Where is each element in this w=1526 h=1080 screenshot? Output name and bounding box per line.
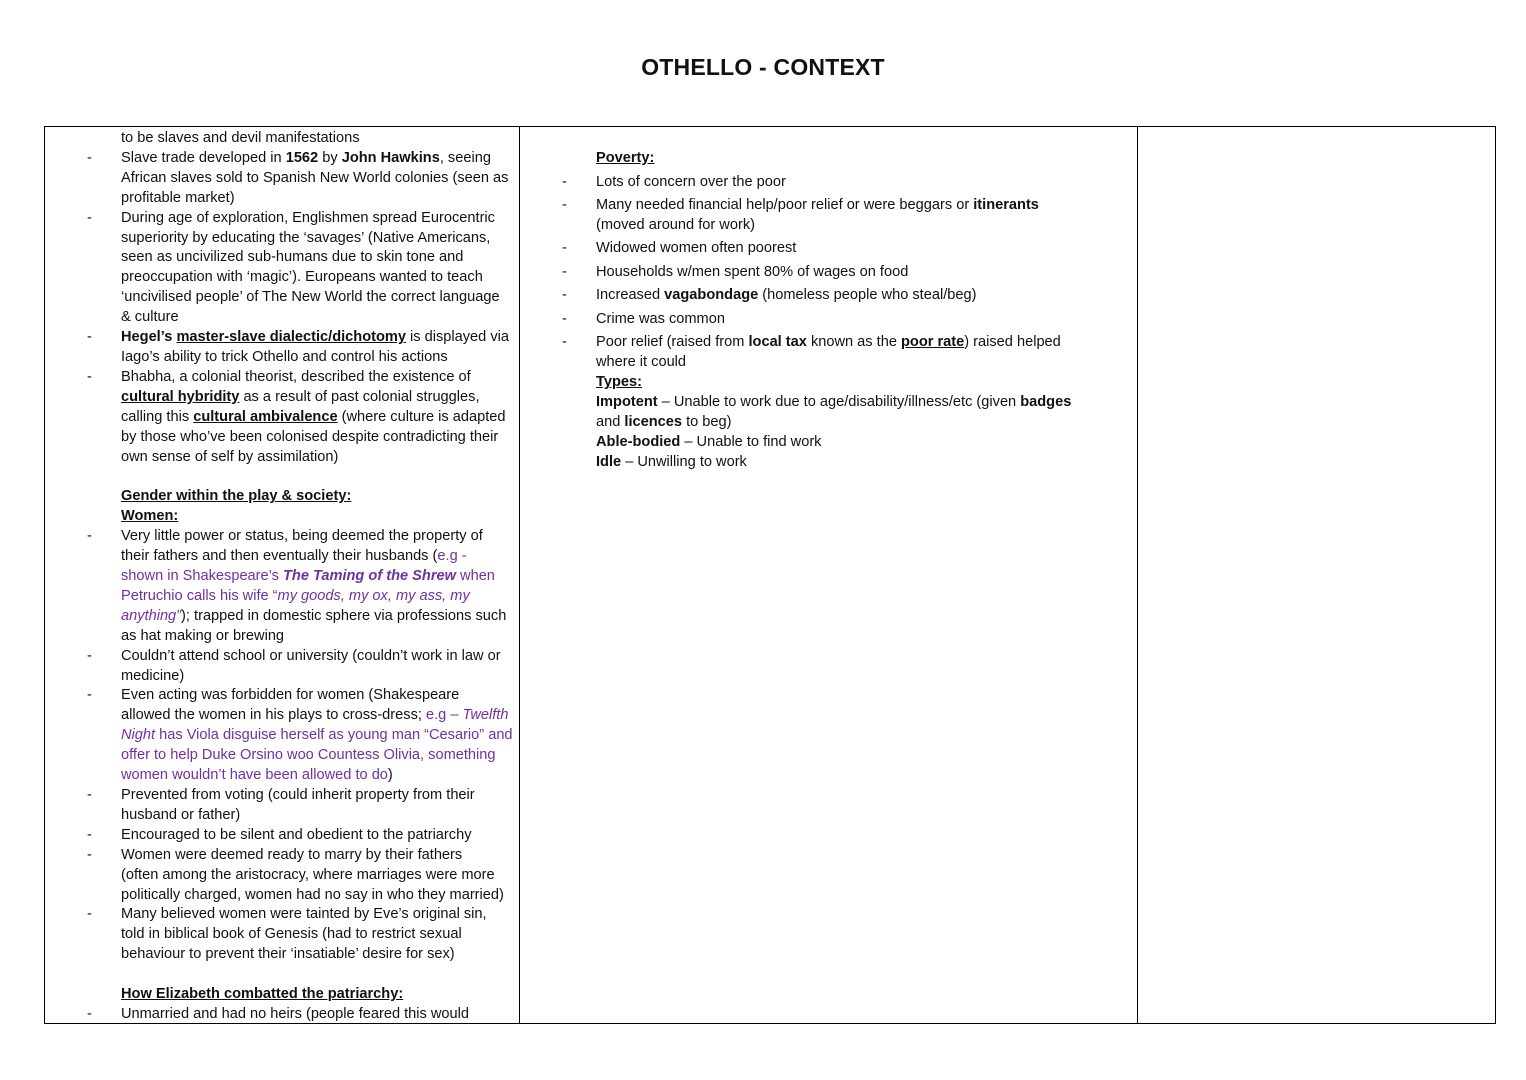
text-line: preoccupation with ‘magic’). Europeans wanted to teach — [121, 269, 483, 286]
text-line: their fathers and then eventually their husbands (e.g - — [121, 548, 467, 565]
column-notes-left — [45, 127, 520, 1023]
list-item: - Households w/men spent 80% of wages on food — [520, 263, 1137, 283]
list-item: - Couldn’t attend school or university (couldn’t work in law or — [45, 647, 519, 667]
text-line: seen as uncivilized sub-humans due to skin tone and — [121, 249, 464, 266]
text-line: politically charged, women had no say in who they married) — [121, 886, 504, 903]
list-item: - Increased vagabondage (homeless people who steal/beg) — [520, 286, 1137, 306]
list-item: - Crime was common — [520, 310, 1137, 330]
list-item: - Many needed financial help/poor relief or were beggars or itinerants — [520, 196, 1137, 216]
page-title: OTHELLO - CONTEXT — [641, 54, 885, 80]
list-item: - During age of exploration, Englishmen spread Eurocentric — [45, 209, 519, 229]
text-line: shown in Shakespeare’s The Taming of the Shrew when — [121, 568, 495, 585]
bullet-dash: - — [87, 826, 92, 843]
list-item: - Bhabha, a colonial theorist, described the existence of — [45, 368, 519, 388]
bullet-dash: - — [562, 263, 567, 280]
list-item: - Women were deemed ready to marry by their fathers — [45, 846, 519, 866]
bullet-dash: - — [562, 240, 567, 257]
text-line: husband or father) — [121, 806, 241, 823]
text-line: where it could — [596, 354, 687, 371]
text-line: and licences to beg) — [596, 414, 732, 431]
bullet-dash: - — [562, 334, 567, 351]
context-table — [44, 126, 1496, 1024]
text-line: by those who’ve been colonised despite contradicting their — [121, 428, 499, 445]
list-item: - Widowed women often poorest — [520, 239, 1137, 259]
text-line: calling this cultural ambivalence (where culture is adapted — [121, 408, 506, 425]
text-line: Idle – Unwilling to work — [596, 453, 747, 470]
list-item: - Hegel’s master-slave dialectic/dichotomy is displayed via — [45, 328, 519, 348]
bullet-dash: - — [87, 209, 92, 226]
text-line: Petruchio calls his wife “my goods, my ox, my ass, my — [121, 587, 470, 604]
list-item: - Even acting was forbidden for women (Shakespeare — [45, 686, 519, 706]
section-heading-women: Women: — [121, 508, 179, 525]
text-line: Able-bodied – Unable to find work — [596, 433, 822, 450]
bullet-dash: - — [87, 647, 92, 664]
text-line: Iago’s ability to trick Othello and control his actions — [121, 348, 448, 365]
list-item: - Slave trade developed in 1562 by John Hawkins, seeing — [45, 149, 519, 169]
text-line: & culture — [121, 309, 179, 326]
bullet-dash: - — [87, 787, 92, 803]
text-line: profitable market) — [121, 189, 235, 206]
text-line: (often among the aristocracy, where marriages were more — [121, 866, 495, 883]
column-notes-middle — [520, 127, 1138, 1023]
section-heading-poverty: Poverty: — [596, 150, 655, 166]
bullet-dash: - — [87, 846, 92, 863]
text-line: offer to help Duke Orsino woo Countess Olivia, something — [121, 747, 496, 764]
list-item: - Prevented from voting (could inherit property from their — [45, 786, 519, 806]
text-line: allowed the women in his plays to cross-dress; e.g – Twelfth — [121, 707, 509, 724]
section-heading-gender: Gender within the play & society: — [121, 488, 352, 505]
bullet-dash: - — [87, 687, 92, 704]
text-line: anything”); trapped in domestic sphere via professions such — [121, 607, 507, 624]
bullet-dash: - — [87, 149, 92, 166]
text-line: (moved around for work) — [596, 216, 755, 233]
bullet-dash: - — [87, 1006, 92, 1023]
list-item: - Lots of concern over the poor — [520, 173, 1137, 193]
text-line: women wouldn’t have been allowed to do) — [121, 767, 393, 784]
list-item: - Many believed women were tainted by Eve’s original sin, — [45, 905, 519, 925]
text-line: Impotent – Unable to work due to age/disability/illness/etc (given badges — [596, 394, 1072, 411]
list-item: - Unmarried and had no heirs (people feared this would — [45, 1005, 519, 1025]
bullet-dash: - — [87, 528, 92, 545]
text-line: ‘uncivilised people’ of The New World the correct language — [121, 289, 500, 306]
bullet-dash: - — [562, 287, 567, 304]
text-line: medicine) — [121, 667, 185, 684]
text-line: own sense of self by assimilation) — [121, 448, 339, 465]
section-heading-types: Types: — [596, 374, 642, 391]
text-line: superiority by educating the ‘savages’ (Native Americans, — [121, 229, 491, 246]
bullet-dash: - — [562, 310, 567, 327]
text-line: cultural hybridity as a result of past colonial struggles, — [121, 388, 480, 405]
list-item: - Very little power or status, being deemed the property of — [45, 527, 519, 547]
list-item: - Encouraged to be silent and obedient to the patriarchy — [45, 826, 519, 846]
bullet-dash: - — [562, 173, 567, 190]
list-item: - Poor relief (raised from local tax known as the poor rate) raised helped — [520, 333, 1137, 353]
bullet-dash: - — [87, 329, 92, 346]
text-line: behaviour to prevent their ‘insatiable’ desire for sex) — [121, 946, 455, 963]
bullet-dash: - — [87, 368, 92, 385]
bullet-dash: - — [87, 906, 92, 923]
column-notes-right — [1138, 127, 1495, 1023]
text-line: to be slaves and devil manifestations — [121, 130, 360, 146]
text-line: African slaves sold to Spanish New World colonies (seen as — [121, 169, 509, 186]
text-line: as hat making or brewing — [121, 627, 285, 644]
bullet-dash: - — [562, 197, 567, 213]
text-line: Night has Viola disguise herself as young man “Cesario” and — [121, 727, 513, 744]
text-line: told in biblical book of Genesis (had to restrict sexual — [121, 926, 462, 943]
section-heading-elizabeth: How Elizabeth combatted the patriarchy: — [121, 986, 404, 1003]
